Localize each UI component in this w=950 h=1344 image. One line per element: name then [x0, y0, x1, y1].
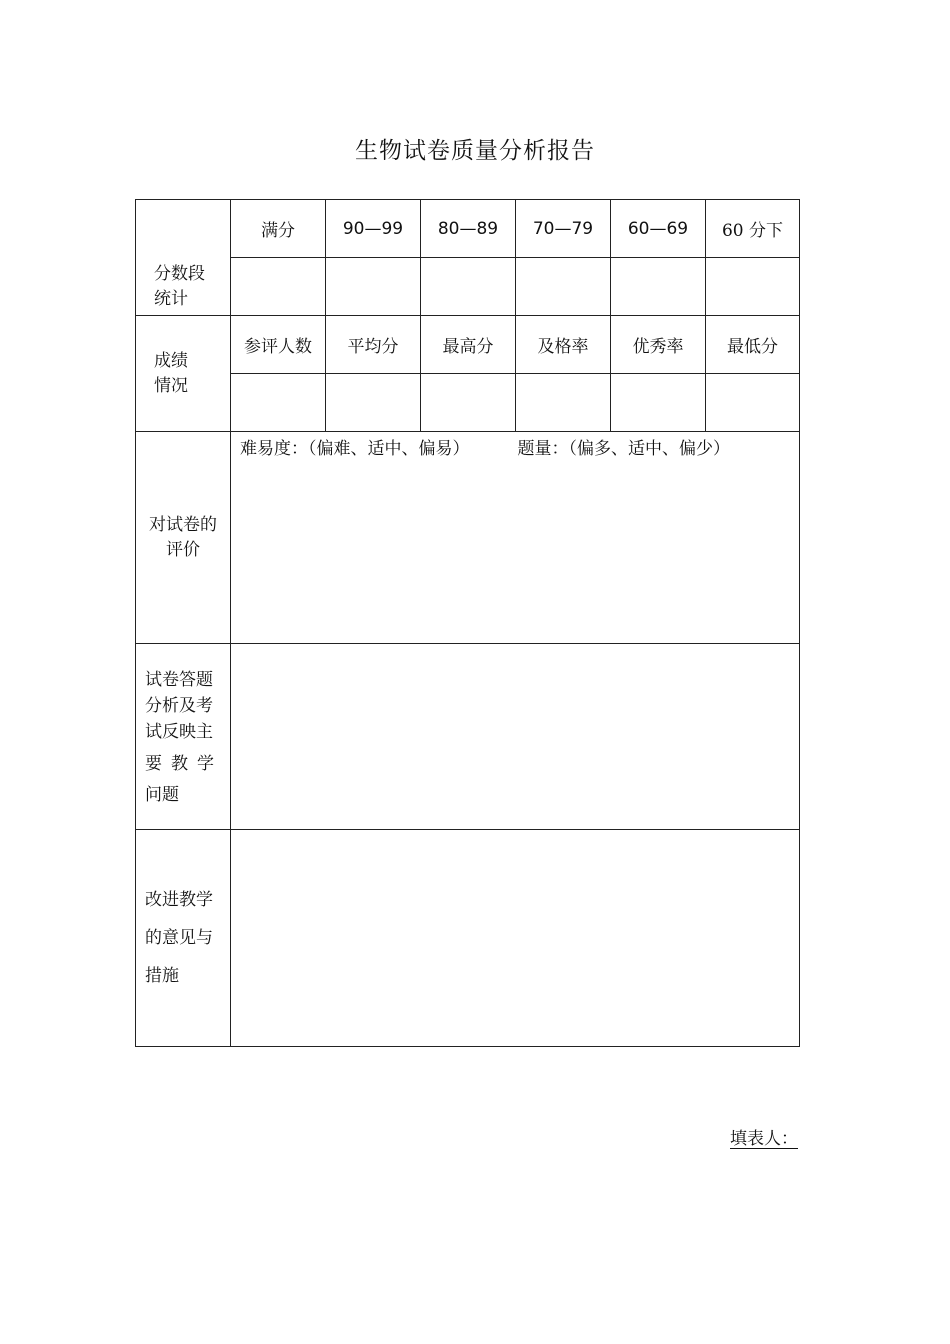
score-value-cell[interactable] — [516, 258, 611, 316]
score-header-row — [136, 200, 800, 258]
improvement-label-line2: 的意见与 — [145, 928, 213, 948]
score-header-60-69: 60—69 — [611, 200, 706, 258]
score-value-cell[interactable] — [706, 258, 800, 316]
results-header-participants: 参评人数 — [231, 316, 326, 374]
analysis-content[interactable] — [231, 644, 800, 830]
score-value-cell[interactable] — [326, 258, 421, 316]
page-title: 生物试卷质量分析报告 — [355, 138, 595, 164]
results-header-row — [136, 316, 800, 374]
analysis-label-line3: 试反映主 — [145, 721, 213, 742]
filler-label: 填表人： — [730, 1129, 798, 1149]
evaluation-label-line2: 评价 — [166, 539, 200, 560]
results-label-line1: 成绩 — [154, 350, 188, 371]
analysis-label-line4: 要教学 — [145, 753, 223, 774]
analysis-label-line5: 问题 — [145, 784, 179, 805]
analysis-label-line2: 分析及考 — [145, 695, 213, 716]
improvement-row — [136, 830, 800, 1047]
evaluation-label-line1: 对试卷的 — [149, 514, 217, 535]
results-value-cell[interactable] — [516, 374, 611, 432]
difficulty-options: 难易度：（偏难、适中、偏易） — [240, 439, 470, 459]
score-value-cell[interactable] — [611, 258, 706, 316]
evaluation-row — [136, 432, 800, 644]
results-header-excellent-rate: 优秀率 — [611, 316, 706, 374]
score-segment-label-line1: 分数段 — [154, 264, 205, 284]
score-value-cell[interactable] — [231, 258, 326, 316]
improvement-content[interactable] — [231, 830, 800, 1047]
results-label — [136, 316, 231, 432]
score-header-70-79: 70—79 — [516, 200, 611, 258]
score-value-row — [136, 258, 800, 316]
analysis-row — [136, 644, 800, 830]
results-label-line2: 情况 — [154, 375, 188, 396]
evaluation-label — [136, 432, 231, 644]
analysis-label-line1: 试卷答题 — [145, 669, 213, 690]
results-value-row — [136, 374, 800, 432]
results-value-cell[interactable] — [326, 374, 421, 432]
quantity-options: 题量：（偏多、适中、偏少） — [517, 439, 730, 459]
score-header-below-60: 60 分下 — [706, 200, 800, 258]
score-segment-label-line2: 统计 — [154, 289, 188, 309]
score-value-cell[interactable] — [421, 258, 516, 316]
report-table — [135, 199, 800, 1047]
results-value-cell[interactable] — [421, 374, 516, 432]
score-header-90-99: 90—99 — [326, 200, 421, 258]
results-header-highest: 最高分 — [421, 316, 516, 374]
results-header-lowest: 最低分 — [706, 316, 800, 374]
results-value-cell[interactable] — [231, 374, 326, 432]
score-header-full: 满分 — [231, 200, 326, 258]
results-value-cell[interactable] — [706, 374, 800, 432]
results-header-pass-rate: 及格率 — [516, 316, 611, 374]
score-header-80-89: 80—89 — [421, 200, 516, 258]
evaluation-content[interactable] — [231, 432, 800, 644]
improvement-label-line3: 措施 — [145, 966, 179, 986]
improvement-label — [136, 830, 231, 1047]
improvement-label-line1: 改进教学 — [145, 890, 213, 910]
score-segment-label — [136, 200, 231, 316]
results-header-average: 平均分 — [326, 316, 421, 374]
analysis-label — [136, 644, 231, 830]
results-value-cell[interactable] — [611, 374, 706, 432]
